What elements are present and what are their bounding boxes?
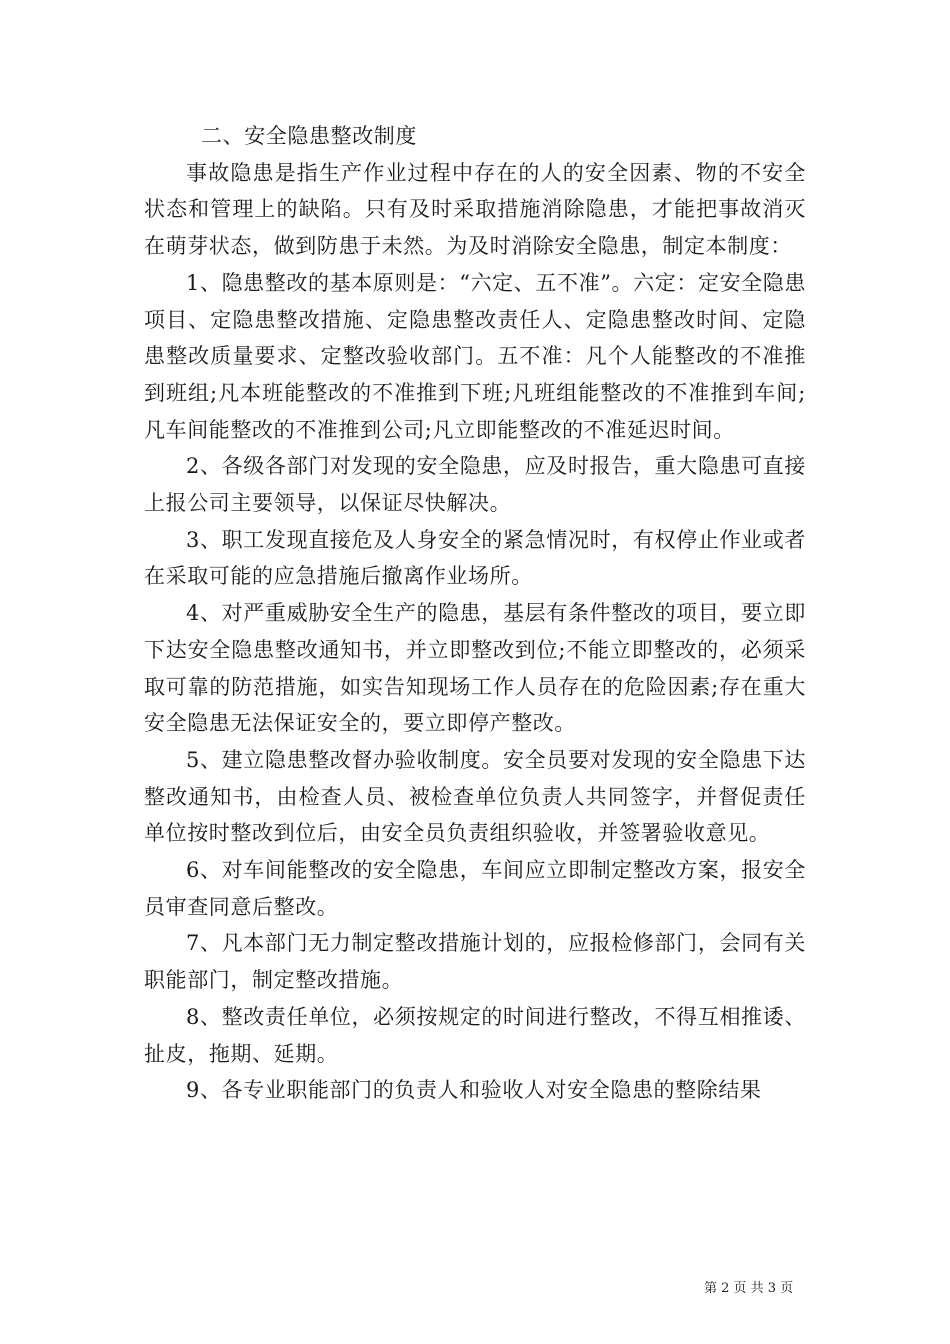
paragraph-item-3: 3、职工发现直接危及人身安全的紧急情况时，有权停止作业或者在采取可能的应急措施后撤离作业场所。 (144, 527, 806, 589)
paragraph-item-1: 1、隐患整改的基本原则是：“六定、五不准”。六定：定安全隐患项目、定隐患整改措施、定隐患整改责任人、定隐患整改时间、定隐患整改质量要求、定整改验收部门。五不准：凡个人能整改的不准推到班组;凡本班能整改的不准推到下班;凡班组能整改的不准推到车间;凡车间能整改的不准推到公司;凡立即能整改的不准延迟时间。 (144, 270, 806, 442)
paragraph-item-5: 5、建立隐患整改督办验收制度。安全员要对发现的安全隐患下达整改通知书，由检查人员、被检查单位负责人共同签字，并督促责任单位按时整改到位后，由安全员负责组织验收，并签署验收意见。 (144, 747, 806, 846)
paragraph-item-6: 6、对车间能整改的安全隐患，车间应立即制定整改方案，报安全员审查同意后整改。 (144, 858, 806, 919)
document-body (144, 118, 806, 1109)
paragraph-intro: 事故隐患是指生产作业过程中存在的人的安全因素、物的不安全状态和管理上的缺陷。只有及时采取措施消除隐患，才能把事故消灭在萌芽状态，做到防患于未然。为及时消除安全隐患，制定本制度： (144, 160, 806, 259)
section-heading: 二、安全隐患整改制度 (201, 124, 417, 148)
paragraph-item-9: 9、各专业职能部门的负责人和验收人对安全隐患的整除结果 (186, 1078, 762, 1103)
paragraph-item-8: 8、整改责任单位，必须按规定的时间进行整改，不得互相推诿、扯皮，拖期、延期。 (144, 1004, 806, 1066)
paragraph-item-7: 7、凡本部门无力制定整改措施计划的，应报检修部门，会同有关职能部门，制定整改措施。 (144, 931, 806, 993)
page-number-footer: 第 2 页 共 3 页 (704, 1281, 794, 1296)
paragraph-item-4: 4、对严重威胁安全生产的隐患，基层有条件整改的项目，要立即下达安全隐患整改通知书，并立即整改到位;不能立即整改的，必须采取可靠的防范措施，如实告知现场工作人员存在的危险因素;存在重大安全隐患无法保证安全的，要立即停产整改。 (144, 601, 806, 736)
paragraph-item-2: 2、各级各部门对发现的安全隐患，应及时报告，重大隐患可直接上报公司主要领导，以保证尽快解决。 (144, 454, 806, 516)
